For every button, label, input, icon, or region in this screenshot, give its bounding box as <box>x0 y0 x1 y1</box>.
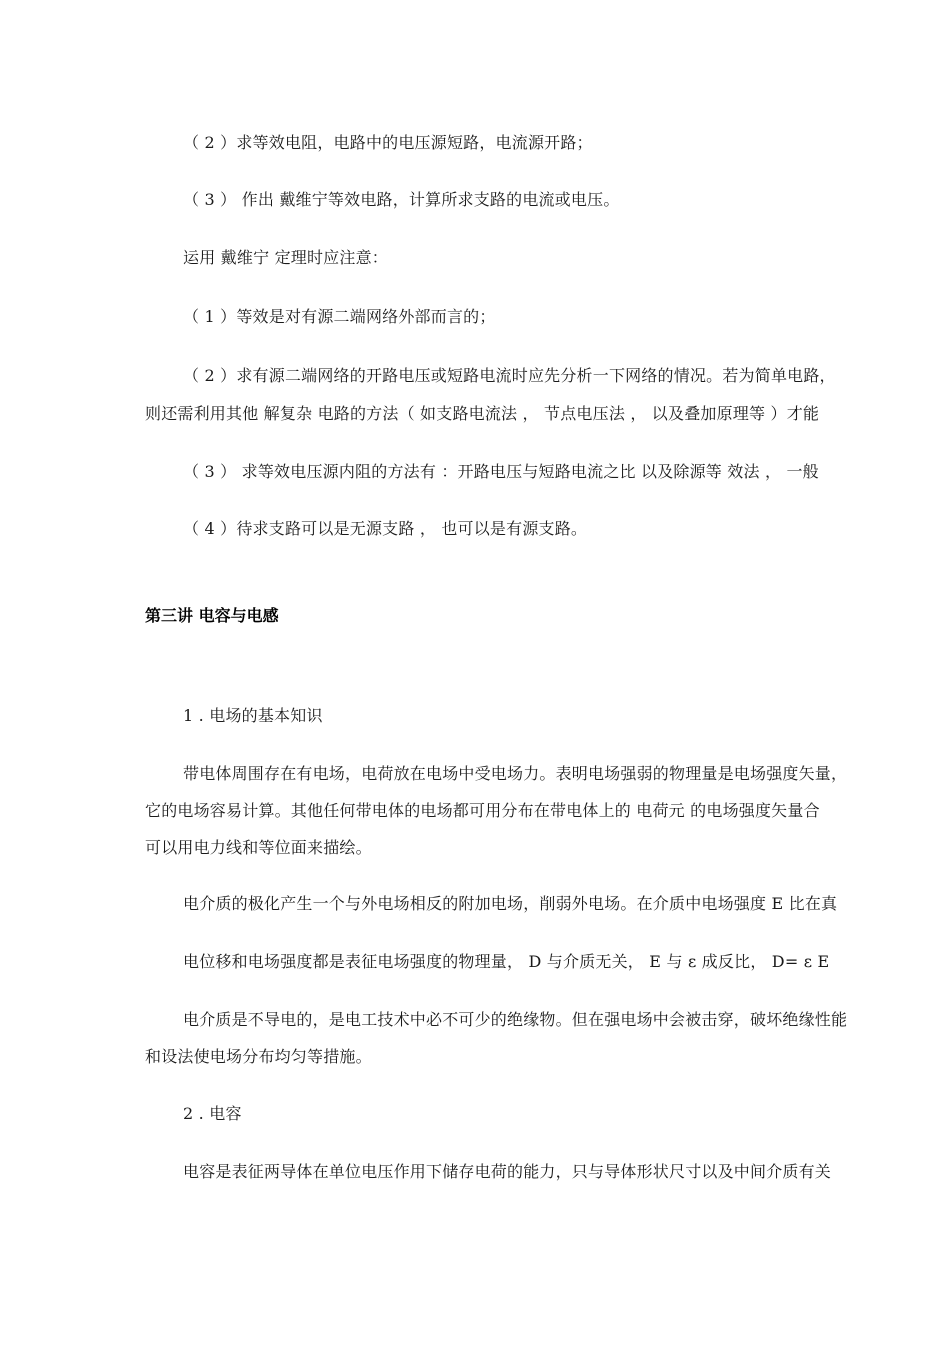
text-line: 电位移和电场强度都是表征电场强度的物理量， D 与介质无关， E 与 ε 成反比， D= ε E <box>183 952 830 971</box>
text-line: （ 3 ） 作出 戴维宁等效电路，计算所求支路的电流或电压。 <box>183 190 620 209</box>
text-line: 可以用电力线和等位面来描绘。 <box>145 838 372 857</box>
text-line: （ 1 ）等效是对有源二端网络外部而言的； <box>183 307 496 326</box>
text-line: 它的电场容易计算。其他任何带电体的电场都可用分布在带电体上的 电荷元 的电场强度矢量合 <box>145 801 820 820</box>
text-line: （ 4 ）待求支路可以是无源支路 ， 也可以是有源支路。 <box>183 519 588 538</box>
text-line: 带电体周围存在有电场，电荷放在电场中受电场力。表明电场强弱的物理量是电场强度矢量， <box>183 764 848 783</box>
text-line: 电介质是不导电的，是电工技术中必不可少的绝缘物。但在强电场中会被击穿，破坏绝缘性能 <box>183 1010 848 1029</box>
text-line: （ 2 ）求等效电阻，电路中的电压源短路，电流源开路； <box>183 133 593 152</box>
text-line: 2 . 电容 <box>183 1104 242 1123</box>
text-line: 和设法使电场分布均匀等措施。 <box>145 1047 372 1066</box>
text-line: 电容是表征两导体在单位电压作用下储存电荷的能力，只与导体形状尺寸以及中间介质有关 <box>183 1162 832 1181</box>
text-line: 则还需利用其他 解复杂 电路的方法（ 如支路电流法 ， 节点电压法 ， 以及叠加原理等 ）才能 <box>145 404 820 423</box>
text-line: （ 3 ） 求等效电压源内阻的方法有 ：开路电压与短路电流之比 以及除源等 效法 ， 一般 <box>183 462 819 481</box>
text-line: （ 2 ）求有源二端网络的开路电压或短路电流时应先分析一下网络的情况。若为简单电路， <box>183 366 836 385</box>
text-line: 1 . 电场的基本知识 <box>183 706 323 725</box>
text-line: 电介质的极化产生一个与外电场相反的附加电场，削弱外电场。在介质中电场强度 E 比在真 <box>183 894 838 913</box>
text-line: 运用 戴维宁 定理时应注意： <box>183 248 388 267</box>
section-heading: 第三讲 电容与电感 <box>145 606 279 625</box>
